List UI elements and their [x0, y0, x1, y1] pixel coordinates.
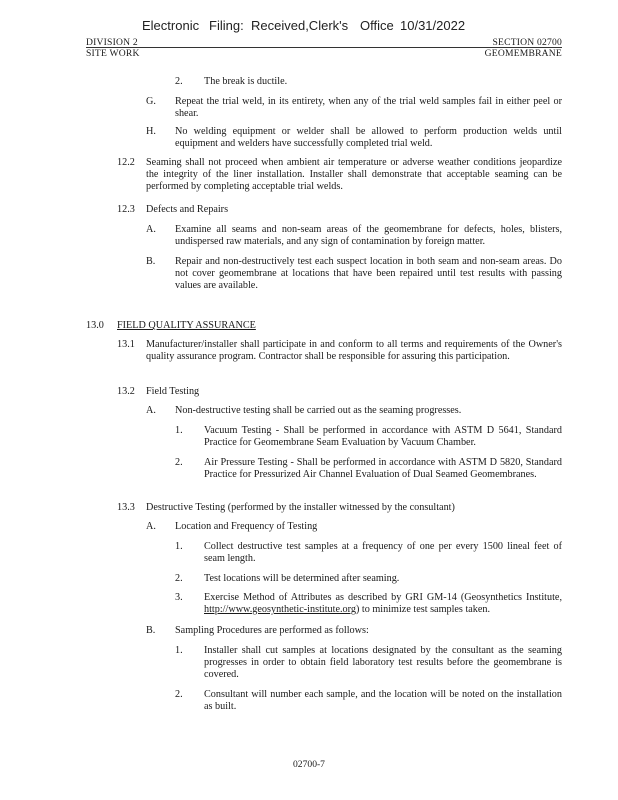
section-number: 12.3	[117, 204, 135, 215]
item-text: Consultant will number each sample, and the location will be noted on the installation as built.	[204, 689, 562, 712]
stamp-word: Received,Clerk's	[251, 18, 349, 33]
item-text: Vacuum Testing - Shall be performed in accordance with ASTM D 5641, Standard Practice for Geomembrane Seam Evaluation by Vacuum Chamber.	[204, 425, 562, 448]
item-text: Test locations will be determined after seaming.	[204, 573, 400, 584]
item-text: No welding equipment or welder shall be allowed to perform production welds until equipment and welders have successfully completed trial weld.	[175, 126, 562, 149]
item-text: Air Pressure Testing - Shall be performed in accordance with ASTM D 5820, Standard Practice for Pressurized Air Channel Evaluation of Dual Seamed Geomembranes.	[204, 457, 562, 480]
header-division: DIVISION 2	[86, 37, 138, 48]
item-number: A.	[146, 224, 156, 235]
section-text: Destructive Testing (performed by the installer witnessed by the consultant)	[146, 502, 455, 513]
item-number: 1.	[175, 541, 183, 552]
item-text: Non-destructive testing shall be carried out as the seaming progresses.	[175, 405, 462, 416]
text-fragment: Exercise Method of Attributes as described by GRI GM-14 (Geosynthetics Institute,	[204, 592, 562, 603]
item-number: G.	[146, 96, 156, 107]
item-number: H.	[146, 126, 156, 137]
item-number: A.	[146, 521, 156, 532]
header-rule	[86, 47, 562, 48]
header-section: SECTION 02700	[492, 37, 562, 48]
section-number: 13.3	[117, 502, 135, 513]
section-text: Defects and Repairs	[146, 204, 229, 215]
stamp-word: Filing:	[209, 18, 244, 33]
item-number: 2.	[175, 457, 183, 468]
item-text	[204, 592, 562, 616]
section-heading: FIELD QUALITY ASSURANCE	[117, 320, 256, 331]
section-text: Seaming shall not proceed when ambient air temperature or adverse weather conditions jeopardize the integrity of the liner installation. Installer shall demonstrate that acceptable seaming can be performed by completing acceptable trial welds.	[146, 157, 562, 192]
stamp-date: 10/31/2022	[400, 18, 466, 33]
item-text: Location and Frequency of Testing	[175, 521, 318, 532]
item-text: Collect destructive test samples at a frequency of one per every 1500 lineal feet of seam length.	[204, 541, 562, 564]
item-number: B.	[146, 625, 156, 636]
institute-link[interactable]: http://www.geosynthetic-institute.org	[204, 604, 356, 615]
item-number: B.	[146, 256, 156, 267]
header-site-work: SITE WORK	[86, 48, 140, 59]
header-title: GEOMEMBRANE	[484, 48, 562, 59]
item-number: 3.	[175, 592, 183, 603]
section-number: 13.0	[86, 320, 104, 331]
item-number: 1.	[175, 425, 183, 436]
item-number: A.	[146, 405, 156, 416]
section-text: Field Testing	[146, 386, 200, 397]
item-text: Repeat the trial weld, in its entirety, when any of the trial weld samples fail in either peel or shear.	[175, 96, 562, 119]
text-fragment: ) to minimize test samples taken.	[355, 604, 491, 615]
item-text: Examine all seams and non-seam areas of the geomembrane for defects, holes, blisters, undispersed raw materials, and any sign of contamination by foreign matter.	[175, 224, 562, 247]
item-text: Installer shall cut samples at locations designated by the consultant as the seaming progresses in order to obtain field laboratory test results before the geomembrane is covered.	[204, 645, 562, 680]
section-text: Manufacturer/installer shall participate in and conform to all terms and requirements of the Owner's quality assurance program. Contractor shall be responsible for assuring this participation.	[146, 339, 562, 362]
section-number: 13.1	[117, 339, 135, 350]
item-number: 1.	[175, 645, 183, 656]
stamp-word: Electronic	[142, 18, 200, 33]
item-number: 2.	[175, 76, 183, 87]
item-number: 2.	[175, 689, 183, 700]
item-number: 2.	[175, 573, 183, 584]
item-text: The break is ductile.	[204, 76, 288, 87]
stamp-word: Office	[360, 18, 394, 33]
section-number: 12.2	[117, 157, 135, 168]
item-text: Repair and non-destructively test each suspect location in both seam and non-seam areas. Do not cover geomembrane at locations that have been repaired until test results with passing values are available.	[175, 256, 562, 291]
page-number: 02700-7	[293, 759, 325, 770]
section-number: 13.2	[117, 386, 135, 397]
item-text: Sampling Procedures are performed as follows:	[175, 625, 369, 636]
